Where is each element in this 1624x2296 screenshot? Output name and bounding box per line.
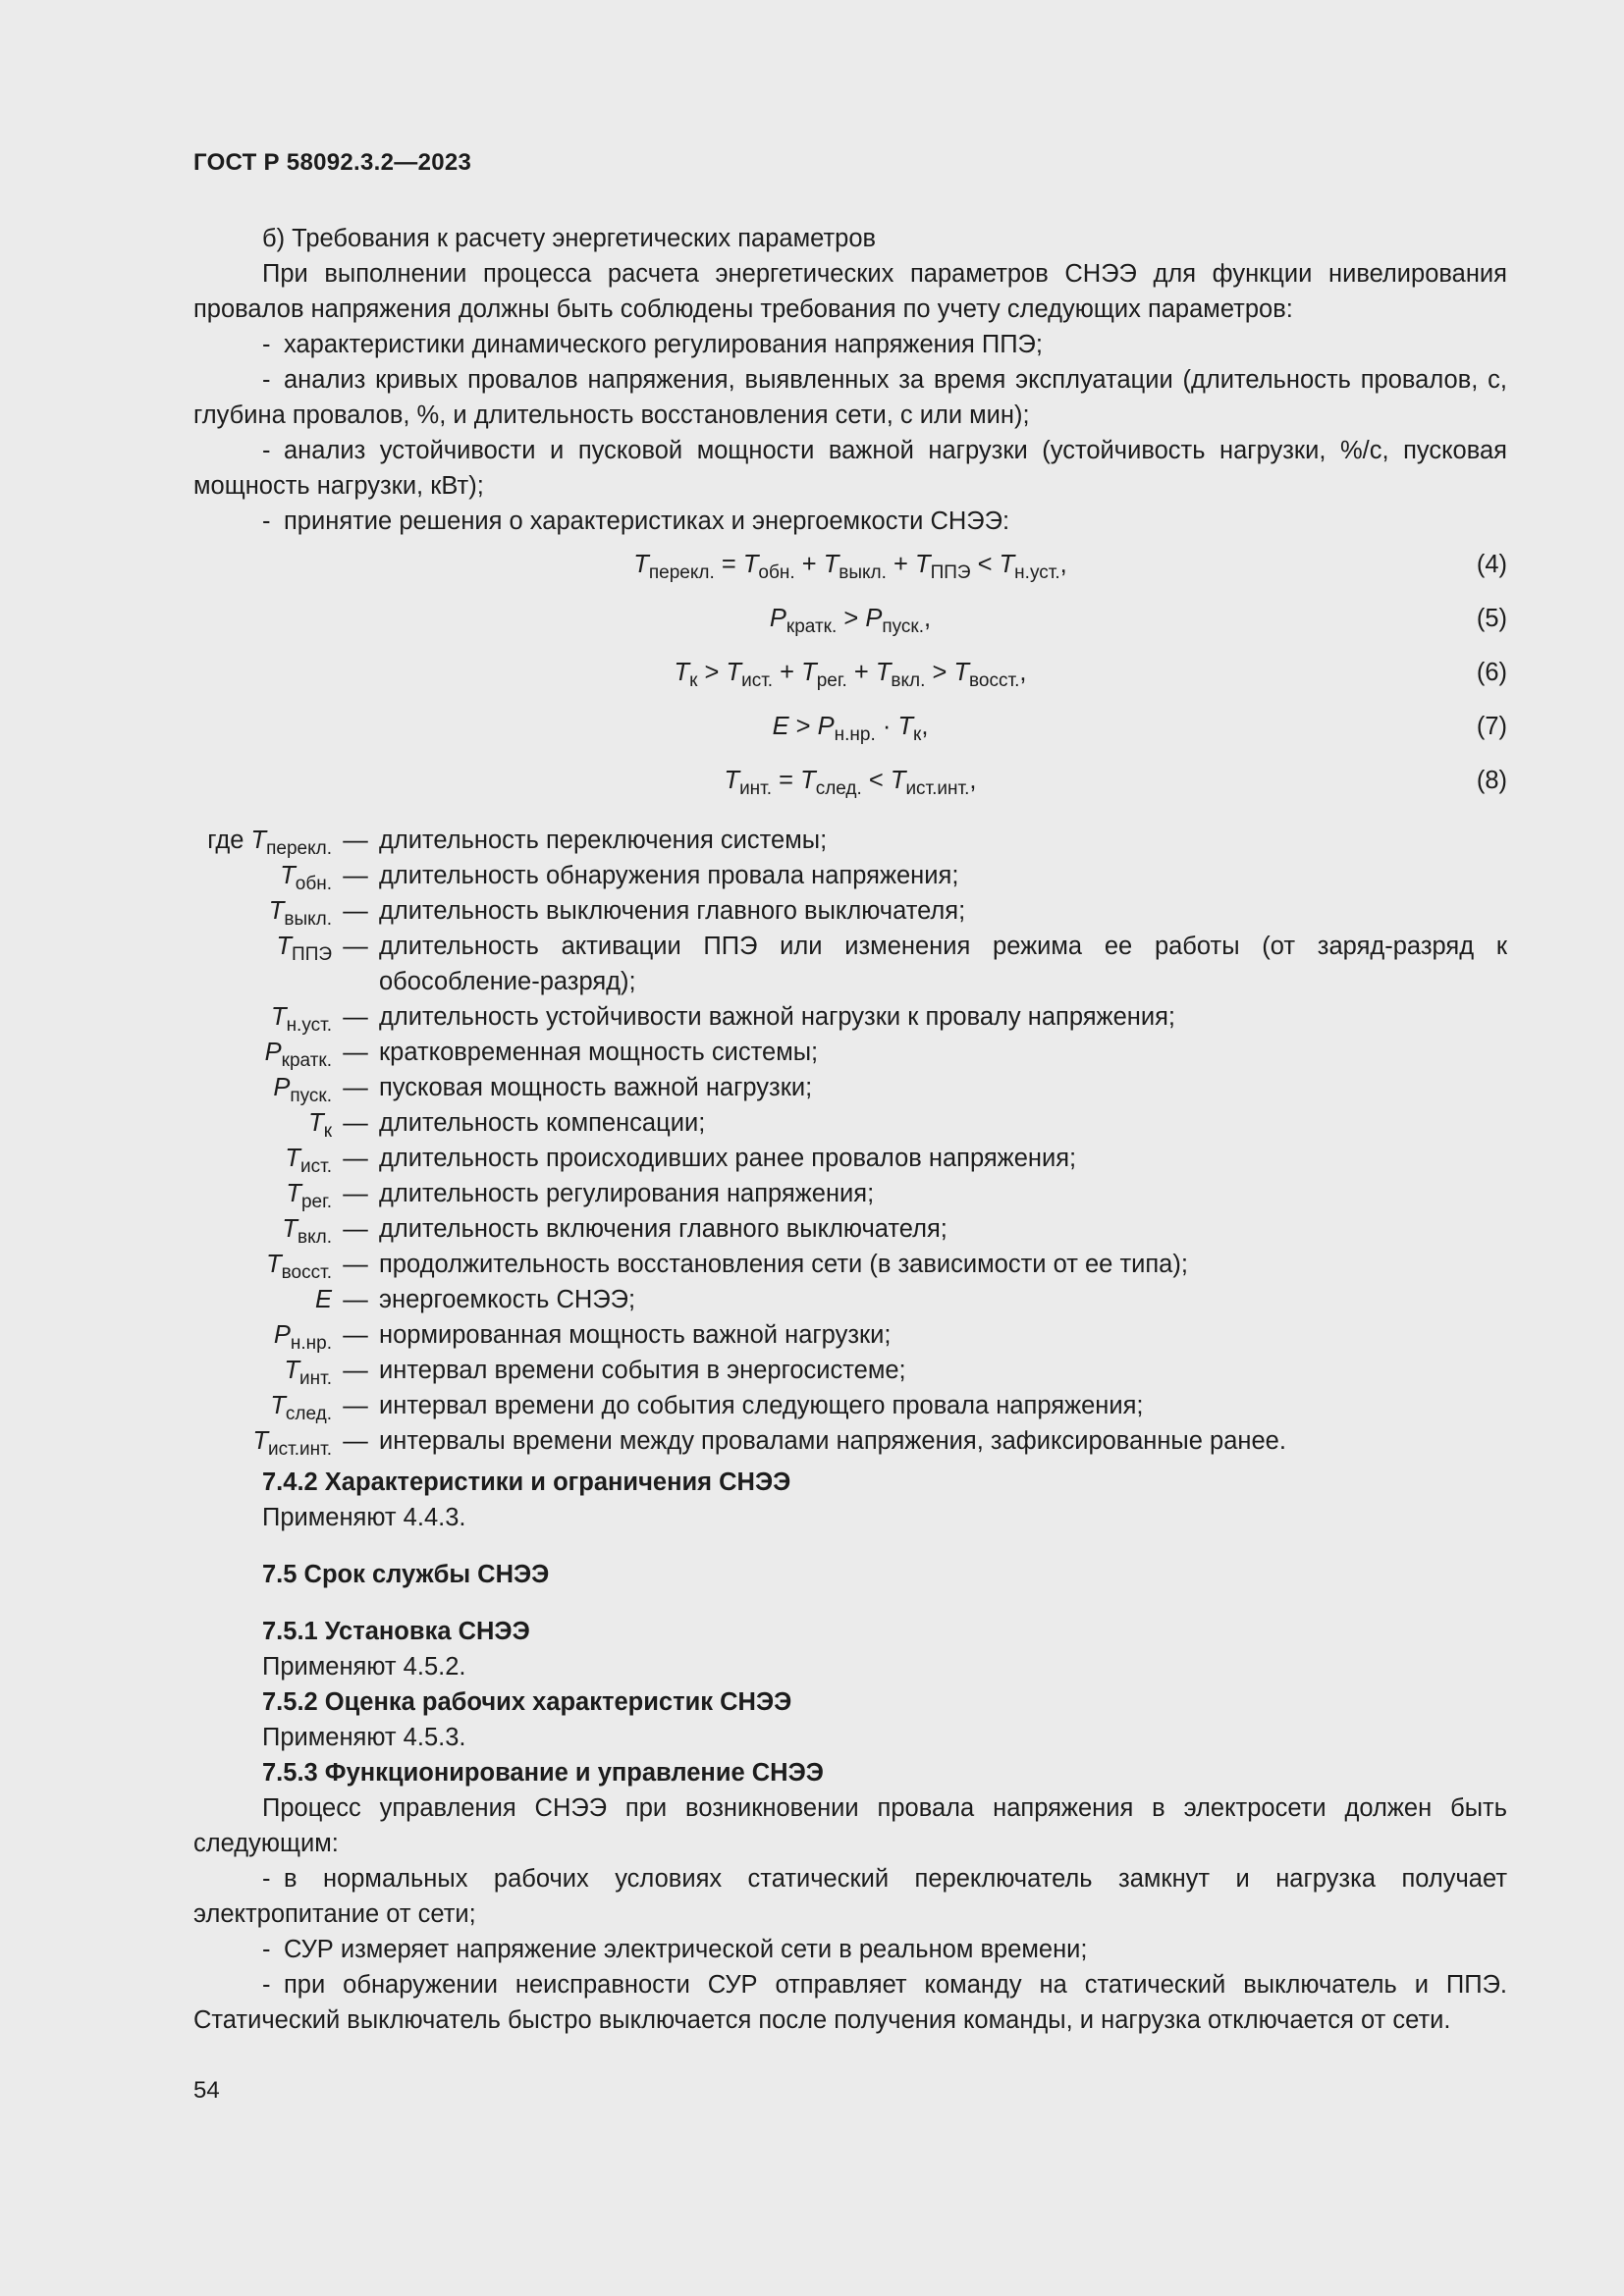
bullet-item: - характеристики динамического регулирования напряжения ППЭ;: [262, 331, 1043, 358]
definition-row: $T_к$ — длительность компенсации;: [193, 1105, 1507, 1141]
item-b-heading: б) Требования к расчету энергетических параметров: [262, 225, 877, 252]
bullet-item: - при обнаружении неисправности СУР отправляет команду на статический выключатель и ППЭ. Статический выключатель быстро выключается после получения команды, и нагрузка отключается от сети.: [193, 1971, 1507, 2034]
equation-formula: $T_{перекл.} = T_{обн.} + T_{выкл.} + T_{ППЭ} < T_{н.уст.}$,: [633, 551, 1067, 583]
document-header: ГОСТ Р 58092.3.2—2023: [193, 149, 472, 176]
equation-formula: $T_к > T_{ист.} + T_{рег.} + T_{вкл.} > T_{восст.}$,: [674, 659, 1027, 691]
definition-text: интервалы времени между провалами напряжения, зафиксированные ранее.: [379, 1427, 1286, 1455]
definition-text: длительность переключения системы;: [379, 827, 828, 854]
definition-symbol: $P_{кратк.}$: [264, 1039, 332, 1071]
equation-8: [193, 755, 1507, 809]
definition-row: где $T_{перекл.}$ — длительность переключения системы;: [193, 823, 1507, 858]
definition-row: $T_{выкл.}$ — длительность выключения главного выключателя;: [193, 893, 1507, 929]
section-heading-7-5-1: 7.5.1 Установка СНЭЭ: [262, 1618, 530, 1645]
definition-text: длительность происходивших ранее провалов напряжения;: [379, 1145, 1077, 1172]
definition-row: $T_{н.уст.}$ — длительность устойчивости важной нагрузки к провалу напряжения;: [193, 999, 1507, 1035]
section-heading-7-5: 7.5 Срок службы СНЭЭ: [262, 1561, 550, 1588]
definition-text: длительность включения главного выключателя;: [379, 1215, 947, 1243]
definition-symbol: $P_{н.нр.}$: [273, 1321, 332, 1354]
equation-formula: $T_{инт.} = T_{след.} < T_{ист.инт.}$,: [724, 767, 977, 799]
bullet-item: - СУР измеряет напряжение электрической сети в реальном времени;: [262, 1936, 1088, 1963]
definition-row: $T_{восст.}$ — продолжительность восстановления сети (в зависимости от ее типа);: [193, 1247, 1507, 1282]
definition-symbol: $T_{выкл.}$: [268, 897, 332, 930]
definition-symbol: $T_{н.уст.}$: [270, 1003, 332, 1036]
definition-symbol: $T_{вкл.}$: [282, 1215, 332, 1248]
definition-symbol: $T_{ист.инт.}$: [252, 1427, 332, 1460]
definition-symbol: $T_{след.}$: [270, 1392, 332, 1424]
equation-number: (7): [1476, 713, 1507, 740]
equation-number: (5): [1476, 605, 1507, 632]
definition-row: $P_{кратк.}$ — кратковременная мощность системы;: [193, 1035, 1507, 1070]
definition-symbol: где $T_{перекл.}$: [207, 827, 332, 859]
definition-text: длительность компенсации;: [379, 1109, 706, 1137]
equation-formula: $E > P_{н.нр.} \cdot T_к$,: [772, 713, 929, 745]
section-heading-7-4-2: 7.4.2 Характеристики и ограничения СНЭЭ: [262, 1468, 791, 1496]
section-text: Применяют 4.5.3.: [262, 1724, 466, 1751]
page-number: 54: [193, 2077, 220, 2104]
equation-number: (8): [1476, 767, 1507, 794]
equation-7: [193, 701, 1507, 755]
definition-row: $P_{пуск.}$ — пусковая мощность важной нагрузки;: [193, 1070, 1507, 1105]
definition-text: пусковая мощность важной нагрузки;: [379, 1074, 813, 1101]
symbol-definitions: [193, 823, 1507, 1459]
section-text: Применяют 4.4.3.: [262, 1504, 466, 1531]
definition-row: $T_{ист.инт.}$ — интервалы времени между провалами напряжения, зафиксированные ранее.: [193, 1423, 1507, 1459]
section-text: Применяют 4.5.2.: [262, 1653, 466, 1681]
definition-symbol: $T_{восст.}$: [266, 1251, 332, 1283]
section-paragraph: Процесс управления СНЭЭ при возникновении провала напряжения в электросети должен быть следующим:: [193, 1794, 1507, 1857]
definition-symbol: $T_{ист.}$: [285, 1145, 332, 1177]
bullet-item: - в нормальных рабочих условиях статический переключатель замкнут и нагрузка получает электропитание от сети;: [193, 1865, 1507, 1928]
definition-symbol: $T_{ППЭ}$: [276, 933, 332, 965]
bullet-item: - анализ кривых провалов напряжения, выявленных за время эксплуатации (длительность провалов, с, глубина провалов, %, и длительность восстановления сети, с или мин);: [193, 366, 1507, 429]
definition-row: $T_{вкл.}$ — длительность включения главного выключателя;: [193, 1211, 1507, 1247]
definition-symbol: $T_{инт.}$: [284, 1357, 332, 1389]
intro-paragraph: При выполнении процесса расчета энергетических параметров СНЭЭ для функции нивелирования провалов напряжения должны быть соблюдены требования по учету следующих параметров:: [193, 260, 1507, 323]
definition-row: $T_{ППЭ}$ — длительность активации ППЭ или изменения режима ее работы (от заряд-разряд к обособление-разряд);: [193, 929, 1507, 999]
equation-formula: $P_{кратк.} > P_{пуск.}$,: [769, 605, 932, 637]
equation-6: [193, 647, 1507, 701]
bullet-item: - принятие решения о характеристиках и энергоемкости СНЭЭ:: [262, 507, 1010, 535]
definition-text: кратковременная мощность системы;: [379, 1039, 819, 1066]
definition-text: нормированная мощность важной нагрузки;: [379, 1321, 892, 1349]
definition-text: длительность обнаружения провала напряжения;: [379, 862, 959, 889]
definition-row: $T_{обн.}$ — длительность обнаружения провала напряжения;: [193, 858, 1507, 893]
definition-text: продолжительность восстановления сети (в зависимости от ее типа);: [379, 1251, 1188, 1278]
definition-row: $P_{н.нр.}$ — нормированная мощность важной нагрузки;: [193, 1317, 1507, 1353]
definition-symbol: $P_{пуск.}$: [273, 1074, 332, 1106]
definition-symbol: $T_к$: [308, 1109, 332, 1142]
definition-text: длительность выключения главного выключателя;: [379, 897, 966, 925]
definition-row: $T_{рег.}$ — длительность регулирования напряжения;: [193, 1176, 1507, 1211]
definition-row: $T_{ист.}$ — длительность происходивших ранее провалов напряжения;: [193, 1141, 1507, 1176]
definition-text: длительность активации ППЭ или изменения режима ее работы (от заряд-разряд к обособление-разряд);: [379, 933, 1507, 995]
definition-text: интервал времени до события следующего провала напряжения;: [379, 1392, 1144, 1419]
bullet-item: - анализ устойчивости и пусковой мощности важной нагрузки (устойчивость нагрузки, %/с, пусковая мощность нагрузки, кВт);: [193, 437, 1507, 500]
definition-symbol: $T_{обн.}$: [280, 862, 332, 894]
definition-text: интервал времени события в энергосистеме;: [379, 1357, 906, 1384]
definition-symbol: $T_{рег.}$: [286, 1180, 332, 1212]
definition-row: E — энергоемкость СНЭЭ;: [193, 1282, 1507, 1317]
document-body: [193, 221, 1507, 2038]
equation-5: [193, 593, 1507, 647]
equation-4: [193, 539, 1507, 593]
definition-row: $T_{след.}$ — интервал времени до события следующего провала напряжения;: [193, 1388, 1507, 1423]
section-heading-7-5-3: 7.5.3 Функционирование и управление СНЭЭ: [262, 1759, 824, 1787]
definition-row: $T_{инт.}$ — интервал времени события в энергосистеме;: [193, 1353, 1507, 1388]
definition-text: длительность регулирования напряжения;: [379, 1180, 875, 1207]
definition-symbol: E: [314, 1286, 332, 1313]
definition-text: энергоемкость СНЭЭ;: [379, 1286, 636, 1313]
equation-number: (6): [1476, 659, 1507, 686]
equation-number: (4): [1476, 551, 1507, 578]
section-heading-7-5-2: 7.5.2 Оценка рабочих характеристик СНЭЭ: [262, 1688, 792, 1716]
definition-text: длительность устойчивости важной нагрузки к провалу напряжения;: [379, 1003, 1176, 1031]
